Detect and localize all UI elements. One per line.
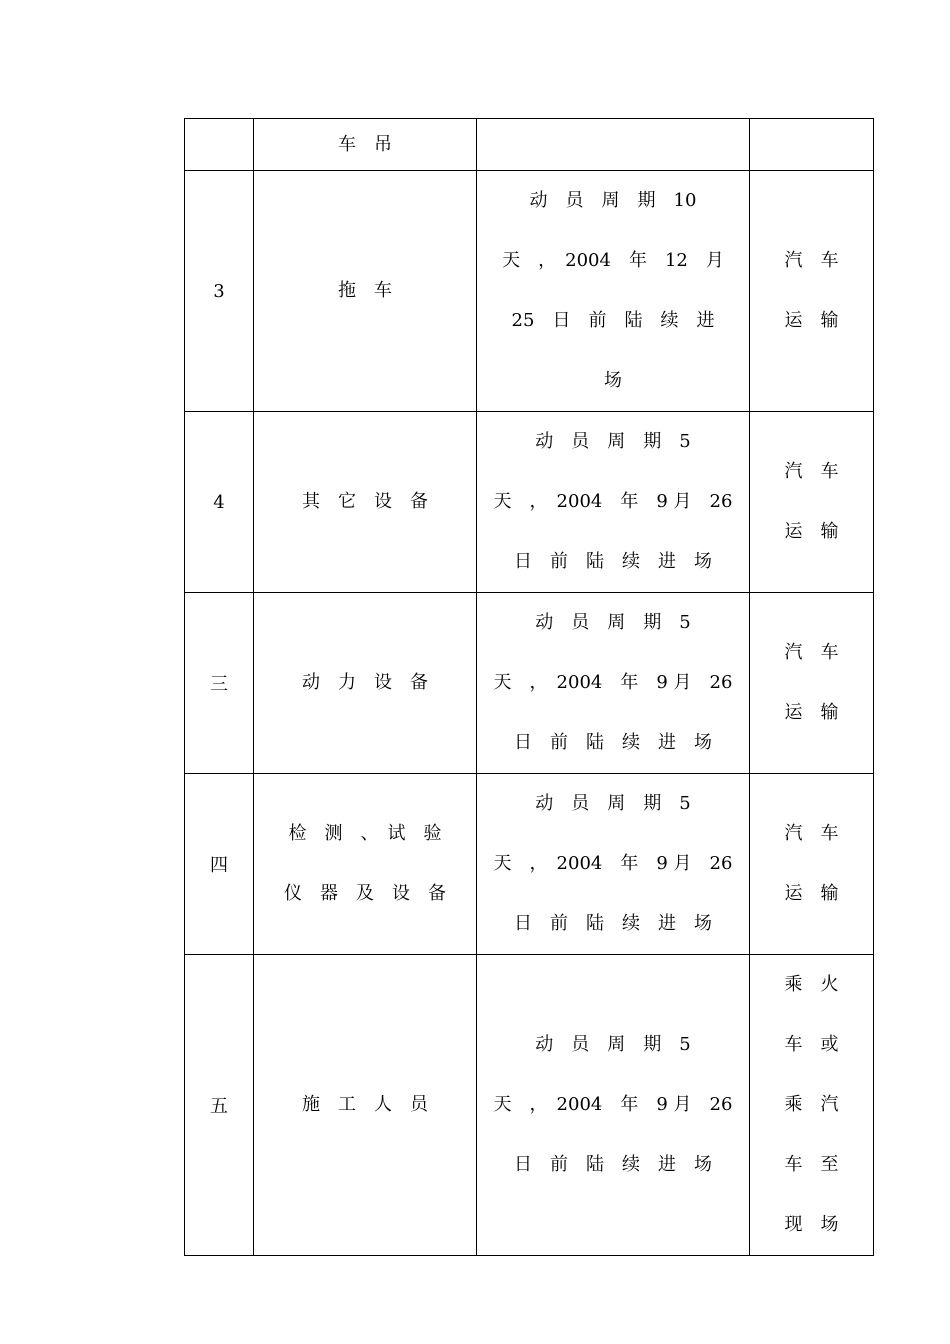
schedule-line: 动 员 周 期 5 <box>535 793 691 814</box>
transport-cell <box>750 412 874 593</box>
item-name <box>254 412 477 593</box>
table-row <box>185 593 874 774</box>
schedule-line: 日 前 陆 续 进 场 <box>514 551 712 572</box>
schedule-cell <box>477 774 750 955</box>
transport-cell <box>750 593 874 774</box>
transport-line: 车 至 <box>784 1154 839 1175</box>
schedule-line: 动 员 周 期 5 <box>535 612 691 633</box>
schedule-cell <box>477 412 750 593</box>
transport-line: 现 场 <box>784 1214 839 1235</box>
transport-line: 汽 车 <box>784 461 839 482</box>
transport-line: 运 输 <box>784 883 839 904</box>
schedule-line: 天 ， 2004 年 12 月 <box>502 250 724 271</box>
item-name <box>254 119 477 171</box>
row-number: 3 <box>185 171 254 412</box>
transport-cell <box>750 774 874 955</box>
row-number: 4 <box>185 412 254 593</box>
transport-cell <box>750 955 874 1256</box>
table-row <box>185 774 874 955</box>
transport-line: 汽 车 <box>784 250 839 271</box>
schedule-cell <box>477 955 750 1256</box>
table-row <box>185 955 874 1256</box>
item-line: 施 工 人 员 <box>302 1094 428 1115</box>
schedule-line: 天 ， 2004 年 9 月 26 <box>493 853 733 874</box>
item-line: 车 吊 <box>338 133 392 155</box>
transport-line: 汽 车 <box>784 823 839 844</box>
item-name <box>254 955 477 1256</box>
schedule-cell <box>477 171 750 412</box>
item-name <box>254 593 477 774</box>
schedule-line: 场 <box>604 370 622 391</box>
schedule-line: 动 员 周 期 10 <box>529 190 697 211</box>
schedule-line: 动 员 周 期 5 <box>535 431 691 452</box>
row-number: 四 <box>185 774 254 955</box>
table-row <box>185 119 874 171</box>
transport-cell <box>750 171 874 412</box>
schedule-line: 25 日 前 陆 续 进 <box>511 310 715 331</box>
transport-line: 运 输 <box>784 702 839 723</box>
item-line: 仪 器 及 设 备 <box>284 883 446 904</box>
item-line: 其 它 设 备 <box>302 491 428 512</box>
row-number: 三 <box>185 593 254 774</box>
item-line: 动 力 设 备 <box>302 672 428 693</box>
transport-line: 车 或 <box>784 1034 839 1055</box>
transport-line: 运 输 <box>784 310 839 331</box>
schedule-line: 天 ， 2004 年 9 月 26 <box>493 491 733 512</box>
item-name <box>254 171 477 412</box>
transport-line: 汽 车 <box>784 642 839 663</box>
schedule-line: 日 前 陆 续 进 场 <box>514 913 712 934</box>
schedule-line: 动 员 周 期 5 <box>535 1034 691 1055</box>
transport-cell <box>750 119 874 171</box>
equipment-schedule-table <box>184 118 874 1256</box>
schedule-cell <box>477 119 750 171</box>
table-row <box>185 171 874 412</box>
schedule-line: 日 前 陆 续 进 场 <box>514 732 712 753</box>
item-name <box>254 774 477 955</box>
schedule-line: 天 ， 2004 年 9 月 26 <box>493 1094 733 1115</box>
transport-line: 乘 火 <box>784 974 839 995</box>
item-line: 检 测 、 试 验 <box>288 823 442 844</box>
table-row <box>185 412 874 593</box>
schedule-line: 天 ， 2004 年 9 月 26 <box>493 672 733 693</box>
item-line: 拖 车 <box>338 280 392 301</box>
transport-line: 运 输 <box>784 521 839 542</box>
row-number <box>185 119 254 171</box>
schedule-cell <box>477 593 750 774</box>
row-number: 五 <box>185 955 254 1256</box>
schedule-line: 日 前 陆 续 进 场 <box>514 1154 712 1175</box>
transport-line: 乘 汽 <box>784 1094 839 1115</box>
